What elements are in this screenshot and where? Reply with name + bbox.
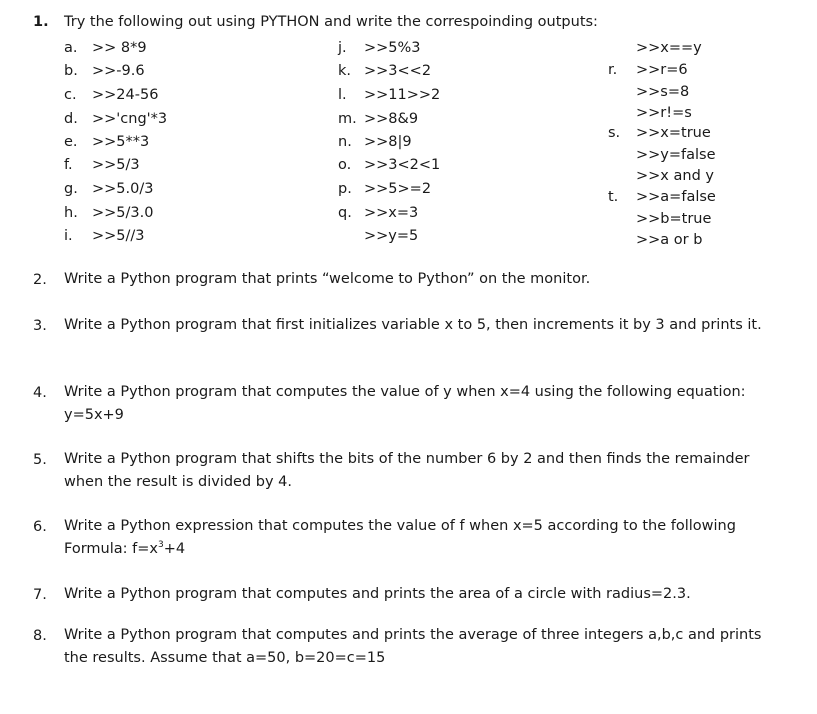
item-label: d. bbox=[64, 111, 78, 127]
item-expr: >>5//3 bbox=[92, 228, 145, 244]
item-expr: >>5/3 bbox=[92, 157, 140, 173]
item-expr: >> 8*9 bbox=[92, 40, 147, 56]
item-expr: >>a=false bbox=[636, 189, 716, 205]
item-label: i. bbox=[64, 228, 73, 244]
question-text: Write a Python program that computes and prints the area of a circle with radius=2.3. bbox=[64, 586, 691, 602]
exponent: 3 bbox=[157, 540, 164, 551]
item-expr: >>5/3.0 bbox=[92, 205, 154, 221]
item-label: s. bbox=[608, 125, 621, 141]
question-number: 4. bbox=[33, 385, 47, 401]
item-expr: >>r=6 bbox=[636, 62, 688, 78]
question-text: Write a Python program that computes the value of y when x=4 using the following equation: y=5x+9 bbox=[64, 384, 746, 423]
item-expr: >>s=8 bbox=[636, 84, 690, 100]
item-label: k. bbox=[338, 63, 352, 79]
item-label: r. bbox=[608, 62, 618, 78]
item-expr: >>8|9 bbox=[364, 134, 412, 150]
item-expr: >>r!=s bbox=[636, 105, 692, 121]
item-label: f. bbox=[64, 157, 73, 173]
question-text bbox=[64, 515, 764, 561]
item-expr: >>5**3 bbox=[92, 134, 150, 150]
question-number: 6. bbox=[33, 519, 47, 535]
item-label: h. bbox=[64, 205, 78, 221]
item-label: o. bbox=[338, 157, 352, 173]
item-expr: >>a or b bbox=[636, 232, 703, 248]
item-label: c. bbox=[64, 87, 77, 103]
item-expr: >>5.0/3 bbox=[92, 181, 154, 197]
item-expr: >>x and y bbox=[636, 168, 714, 184]
item-label: g. bbox=[64, 181, 78, 197]
item-expr: >>11>>2 bbox=[364, 87, 441, 103]
item-label: t. bbox=[608, 189, 619, 205]
item-expr: >>b=true bbox=[636, 211, 712, 227]
item-label: e. bbox=[64, 134, 78, 150]
item-label: q. bbox=[338, 205, 352, 221]
item-expr: >>24-56 bbox=[92, 87, 159, 103]
item-expr: >>5%3 bbox=[364, 40, 421, 56]
question-text: Write a Python program that shifts the bits of the number 6 by 2 and then finds the remainder when the result is divided by 4. bbox=[64, 451, 750, 490]
item-expr: >>3<<2 bbox=[364, 63, 432, 79]
item-expr: >>y=false bbox=[636, 147, 716, 163]
question-number: 3. bbox=[33, 318, 47, 334]
item-label: b. bbox=[64, 63, 78, 79]
q1-prompt: Try the following out using PYTHON and write the correspoinding outputs: bbox=[64, 14, 598, 30]
question-number: 2. bbox=[33, 272, 47, 288]
item-expr: >>3<2<1 bbox=[364, 157, 441, 173]
item-label: l. bbox=[338, 87, 347, 103]
item-expr: >>-9.6 bbox=[92, 63, 145, 79]
item-expr: >>x==y bbox=[636, 40, 702, 56]
item-expr: >>y=5 bbox=[364, 228, 419, 244]
item-label: a. bbox=[64, 40, 78, 56]
item-expr: >>'cng'*3 bbox=[92, 111, 168, 127]
question-text: Write a Python program that first initializes variable x to 5, then increments it by 3 and prints it. bbox=[64, 317, 762, 333]
question-text-main: Write a Python expression that computes the value of f when x=5 according to the following Formula: f=x bbox=[64, 518, 736, 557]
item-expr: >>8&9 bbox=[364, 111, 419, 127]
question-text-tail: +4 bbox=[163, 541, 186, 557]
item-expr: >>5>=2 bbox=[364, 181, 432, 197]
item-label: p. bbox=[338, 181, 352, 197]
question-number: 8. bbox=[33, 628, 47, 644]
item-label: n. bbox=[338, 134, 352, 150]
question-text: Write a Python program that computes and prints the average of three integers a,b,c and prints the results. Assume that a=50, b=20=c=15 bbox=[64, 627, 762, 666]
question-text: Write a Python program that prints “welcome to Python” on the monitor. bbox=[64, 271, 591, 287]
item-expr: >>x=3 bbox=[364, 205, 419, 221]
item-label: m. bbox=[338, 111, 357, 127]
question-number: 5. bbox=[33, 452, 47, 468]
question-number: 7. bbox=[33, 587, 47, 603]
q1-number: 1. bbox=[33, 14, 49, 30]
item-label: j. bbox=[338, 40, 347, 56]
item-expr: >>x=true bbox=[636, 125, 711, 141]
